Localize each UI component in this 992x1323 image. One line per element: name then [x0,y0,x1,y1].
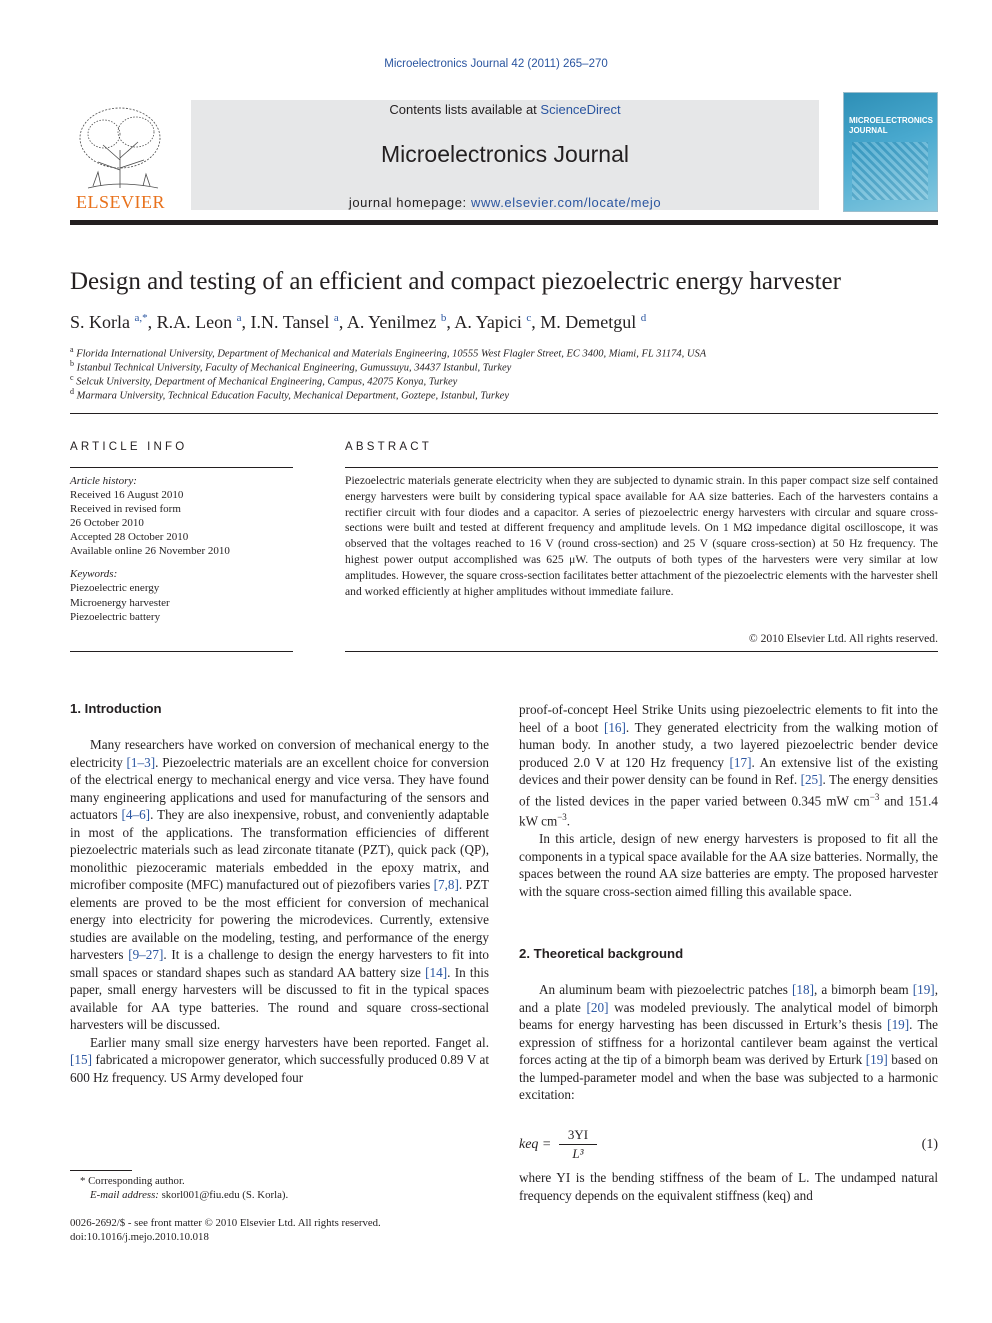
author-name: I.N. Tansel [250,312,334,332]
article-info-heading: ARTICLE INFO [70,441,188,453]
journal-title: Microelectronics Journal [381,141,629,167]
equation-1 [519,1127,938,1165]
body-column-right [519,701,938,900]
citation-link[interactable]: [18] [792,982,814,997]
theory-paragraph-2: where YI is the bending stiffness of the beam of L. The undamped natural frequency depends on the equivalent stiffness (keq) and [519,1170,938,1203]
article-info-rule-bottom [70,651,293,652]
sciencedirect-link[interactable]: ScienceDirect [540,102,621,117]
citation-link[interactable]: [7,8] [433,877,459,892]
affiliation-b: $^b$ Istanbul Technical University, Faculty of Mechanical Engineering, Gumussuyu, 34437 Istanbul, Turkey [70,359,512,374]
citation-link[interactable]: [4–6] [121,807,151,822]
abstract-text: Piezoelectric materials generate electricity when they are subjected to dynamic strain. In this paper compact size self contained energy harvesters were built by considering typical space available for AA size batteries. Each of the harvesters contains a rectifier circuit with four diodes and a capacitor. A series of piezoelectric energy harvesters with circular and square cross-sections were built and tested at different frequency and amplitude levels. On 1 MΩ impedance digital oscilloscope, it was observed that the voltages reached to 16 V (round cross-section) and 25 V (square cross-section) at 50 Hz frequency. The highest power output accomplished was 625 μW. The outputs of both types of the harvesters were very similar at low amplitudes. However, the square cross-section facilitates better attachment of the piezoelectric elements with the harvester shell and worked efficiently at higher amplitudes without immediate failure. [345,474,938,598]
citation-link[interactable]: [20] [586,999,609,1015]
intro-paragraph-1: Many researchers have worked on conversion of mechanical energy to the electricity [1–3]. Piezoelectric materials are an excellent choice for conversion of the electrical energy to mechanical energy and vice versa. They have found many engineering applications and used for manufacturing of the sensors and actuators [4–6]. They are also inexpensive, robust, and conveniently adaptable in most of the applications. The transformation efficiencies of different piezoelectric materials such as lead zirconate titanate (PZT), quick pack (QP), monolithic piezoceramic materials embedded in the epoxy matrix, and microfiber composite (MFC) manufactured out of piezofibers varies [7,8]. PZT elements are proved to be the most efficient for conversion of mechanical energy into electricity for powering the microdevices. Currently, extensive studies are available on the modeling, testing, and performance of the energy harvesters [9–27]. It is a challenge to design the energy harvesters to fit into small spaces or standard shapes such as standard AA battery size [14]. In this paper, small energy harvesters will be discussed to fit in the typical spaces available for AA type batteries. The round and square cross-sectional harvesters will be discussed. [70,737,490,1032]
section-heading-theory: 2. Theoretical background [519,946,684,961]
keywords-label: Keywords: [70,568,118,580]
unit-exponent: −3 [869,791,880,802]
author-affiliation-mark[interactable]: d [640,312,647,324]
author-name: A. Yapici [454,312,527,332]
citation-link[interactable]: [15] [70,1052,92,1067]
copyright-line: © 2010 Elsevier Ltd. All rights reserved. [748,632,938,645]
equation-numerator: 3YI [559,1127,597,1145]
homepage-line [191,195,819,210]
author-name: S. Korla [70,312,135,332]
keyword-item: Piezoelectric energy [70,582,160,594]
equation-denominator: L³ [572,1146,584,1161]
citation-link[interactable]: [19] [887,1017,910,1032]
citation-link[interactable]: [17] [729,754,752,770]
intro-paragraph-2: Earlier many small size energy harvesters have been reported. Fanget al. [15] fabricated a micropower generator, which successfully produced 0.89 V at 600 Hz frequency. US Army developed four [70,1034,489,1085]
history-revised-date: 26 October 2010 [70,517,144,529]
history-label: Article history: [70,475,137,487]
citation-link[interactable]: [9–27] [128,947,164,962]
equation-number: (1) [921,1137,938,1152]
history-revised: Received in revised form [70,503,181,515]
article-info-rule-top [70,467,293,468]
equation-lhs: keq = [519,1137,552,1152]
article-title: Design and testing of an efficient and compact piezoelectric energy harvester [70,268,841,295]
keyword-item: Piezoelectric battery [70,611,161,623]
author-name: A. Yenilmez [346,312,441,332]
author-affiliation-mark[interactable]: a,* [134,312,148,324]
publisher-wordmark: ELSEVIER [76,192,165,212]
affiliation-d: $^d$ Marmara University, Technical Education Faculty, Mechanical Department, Goztepe, Istanbul, Turkey [70,387,509,402]
history-online: Available online 26 November 2010 [70,545,230,557]
issn-line: 0026-2692/$ - see front matter © 2010 Elsevier Ltd. All rights reserved. [70,1217,381,1229]
doi-line[interactable]: doi:10.1016/j.mejo.2010.10.018 [70,1231,209,1243]
abstract-rule-bottom [345,651,938,652]
cover-title [849,116,933,136]
citation-link[interactable]: [25] [800,772,823,787]
section-heading-introduction: 1. Introduction [70,701,162,716]
theory-paragraph-1: An aluminum beam with piezoelectric patches [18], a bimorph beam [19], and a plate [20] was modeled previously. The analytical model of bimorph beams for energy harvesting has been discussed in Erturk’s thesis [19]. The expression of stiffness for a horizontal cantilever beam against the vertical forces acting at the tip of a bimorph beam was derived by Erturk [19] based on the lumped-parameter model and when the base was subjected to a harmonic excitation: [519,982,938,1102]
affiliation-c: $^c$ Selcuk University, Department of Mechanical Engineering, Campus, 42075 Konya, Turkey [70,373,458,388]
homepage-link[interactable]: www.elsevier.com/locate/mejo [470,195,662,210]
theory-column [519,981,938,1104]
email-address[interactable]: skorl001@fiu.edu (S. Korla). [158,1189,289,1201]
footnote-rule [70,1170,132,1171]
abstract-rule-top [345,467,938,468]
cover-title-line1: MICROELECTRONICS [849,116,933,125]
affiliation-a: $^a$ Florida International University, Department of Mechanical and Materials Engineering, 10555 West Flagler Street, EC 3400, Miami, FL 31174, USA [70,345,707,360]
unit-exponent: −3 [557,812,567,823]
citation-link[interactable]: [14] [425,964,448,980]
email-label: E-mail address: [90,1189,159,1201]
citation-link[interactable]: [19] [912,982,935,997]
keyword-item: Microenergy harvester [70,597,170,609]
homepage-prefix: journal homepage: [348,195,471,210]
corresponding-author-note: * Corresponding author. [80,1175,185,1187]
cover-artwork [852,142,928,200]
body-column-left [70,736,489,1086]
equation-fraction [559,1127,597,1162]
author-list: S. Korla $^{a,*}$, R.A. Leon $^a$, I.N. Tansel $^a$, A. Yenilmez $^b$, A. Yapici $^c$, M. Demetgul $^d$ [70,312,647,332]
citation-link[interactable]: [16] [603,719,626,735]
abstract-heading: ABSTRACT [345,441,432,453]
citation-link[interactable]: [1–3] [126,754,156,770]
author-affiliation-mark[interactable]: b [440,312,447,324]
author-affiliation-mark[interactable]: a [333,312,339,324]
email-note [90,1189,288,1201]
intro-paragraph-2-continued: proof-of-concept Heel Strike Units using piezoelectric elements to fit into the heel of a boot [16]. They generated electricity from the walking motion of human body. In another study, a two layered piezoelectric bender device produced 2.0 V at 120 Hz frequency [17]. An extensive list of the existing devices and their power density can be found in Ref. [25]. The energy densities of the listed devices in the paper varied between 0.345 mW $cm^{-3}$ and 151.4 kW $cm^{-3}$. [519,702,939,829]
affiliation-rule [70,413,938,414]
intro-paragraph-3: In this article, design of new energy harvesters is proposed to fit all the components in a typical space available for the AA size batteries. Normally, the spaces between the round AA size batteries are empty. The proposed harvester with the square cross-section aimed filling this available space. [519,831,938,899]
journal-citation[interactable]: Microelectronics Journal 42 (2011) 265–270 [384,58,608,70]
citation-link[interactable]: [19] [865,1052,888,1067]
header-rule [70,220,938,225]
theory-column-continued [519,1169,938,1204]
author-affiliation-mark[interactable]: c [526,312,532,324]
history-received: Received 16 August 2010 [70,489,184,501]
author-name: R.A. Leon [156,312,237,332]
history-accepted: Accepted 28 October 2010 [70,531,189,543]
cover-title-line2: JOURNAL [849,126,888,135]
author-name: M. Demetgul [540,312,641,332]
contents-prefix: Contents lists available at [389,102,541,117]
author-affiliation-mark[interactable]: a [236,312,242,324]
contents-line [191,102,819,117]
